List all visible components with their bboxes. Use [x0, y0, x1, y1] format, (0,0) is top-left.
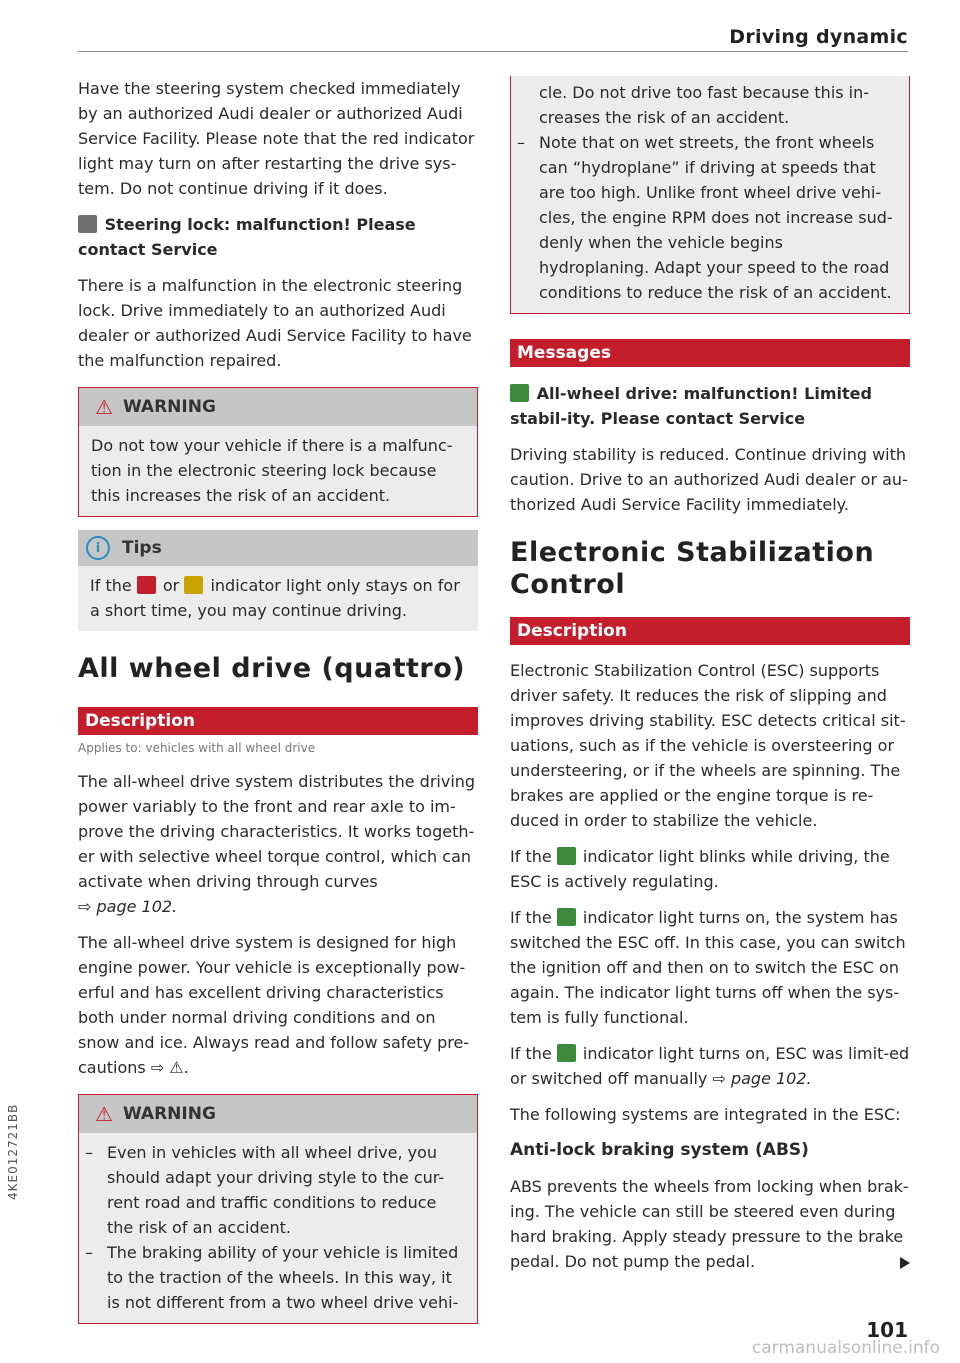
awd-paragraph-2: The all-wheel drive system is designed for high engine power. Your vehicle is exceptionally pow-erful and has excellent driving characteristics both under normal driving conditions and on snow and ice. Always read and follow safety pre-cautions ⇨ ⚠. [78, 933, 470, 1077]
esc-paragraph-1: Electronic Stabilization Control (ESC) supports driver safety. It reduces the risk of slipping and improves driving stability. ESC detects critical sit-uations, such as if the vehicle is oversteering or understeering, or if the wheels are spinning. The brakes are applied or the engine torque is re-duced in order to stabilize the vehicle. [510, 661, 906, 830]
page-link-102[interactable]: ⇨ page 102. [712, 1069, 812, 1088]
page-link-102[interactable]: ⇨ page 102. [78, 897, 178, 916]
left-column [78, 76, 478, 1324]
awd-message-heading: All-wheel drive: malfunction! Limited stabil-ity. Please contact Service [510, 384, 872, 428]
intro-paragraph: Have the steering system checked immediately by an authorized Audi dealer or authorized Audi Service Facility. Please note that the red indicator light may turn on after restarting the drive sys-tem. Do not continue driving if it does. [78, 79, 475, 198]
steering-lock-heading: Steering lock: malfunction! Please contact Service [78, 215, 416, 259]
right-column [510, 76, 910, 1274]
warning-list-item: – The braking ability of your vehicle is limited to the traction of the wheels. In this way, it is not different from a two wheel drive vehi- [81, 1240, 465, 1315]
esc-paragraph-3: If the indicator light turns on, the system has switched the ESC off. In this case, you can switch the ignition off and then on to switch the ESC on again. The indicator light turns off when the sys-tem is fully functional. [510, 908, 906, 1027]
watermark: carmanualsonline.info [751, 1338, 940, 1358]
esc-paragraph-2: If the indicator light blinks while driving, the ESC is actively regulating. [510, 847, 890, 891]
applies-to-note: Applies to: vehicles with all wheel drive [78, 741, 316, 755]
warning-list-item: – Even in vehicles with all wheel drive, you should adapt your driving style to the cur-rent road and traffic conditions to reduce the risk of an accident. [81, 1140, 465, 1240]
awd-paragraph-1: The all-wheel drive system distributes the driving power variably to the front and rear axle to im-prove the driving characteristics. It works togeth-er with selective wheel torque control, which can activate when driving through curves [78, 772, 476, 891]
header-divider [78, 51, 908, 52]
tips-box [78, 530, 478, 631]
warning-text: Do not tow your vehicle if there is a malfunc-tion in the electronic steering lock because this increases the risk of an accident. [91, 436, 453, 505]
warning-box-awd [78, 1094, 478, 1324]
document-code: 4KE012721BB [6, 1103, 20, 1200]
esc-off-indicator-icon [557, 908, 576, 926]
messages-bar: Messages [510, 339, 910, 367]
esc-limited-indicator-icon [557, 1044, 576, 1062]
description-bar: Description [510, 617, 910, 645]
tips-text: If the or indicator light only stays on for a short time, you may continue driving. [90, 576, 460, 620]
awd-section-title: All wheel drive (quattro) [78, 653, 466, 684]
yellow-steering-indicator-icon [184, 576, 203, 594]
warning-triangle-icon: ⚠ [95, 395, 113, 419]
warning-triangle-icon: ⚠ [95, 1102, 113, 1126]
awd-message-text: Driving stability is reduced. Continue driving with caution. Drive to an authorized Audi dealer or au-thorized Audi Service Facility immediately. [510, 445, 908, 514]
description-bar: Description [78, 707, 478, 735]
warning-box-continued [510, 76, 910, 314]
esc-section-title: Electronic Stabilization Control [510, 537, 875, 600]
awd-indicator-icon [510, 384, 529, 402]
info-icon: i [86, 536, 110, 560]
warning-list-item: – Note that on wet streets, the front wheels can “hydroplane” if driving at speeds that are too high. Unlike front wheel drive vehi-cles, the engine RPM does not increase sud-denly when the vehicle begins hydroplaning. Adapt your speed to the road conditions to reduce the risk of an accident. [513, 130, 897, 305]
steering-lock-text: There is a malfunction in the electronic steering lock. Drive immediately to an authorized Audi dealer or authorized Audi Service Facility to have the malfunction repaired. [78, 276, 472, 370]
warning-continued-text: cle. Do not drive too fast because this in-creases the risk of an accident. [539, 83, 870, 127]
warning-header: ⚠ WARNING [79, 1095, 477, 1133]
esc-paragraph-5: The following systems are integrated in the ESC: [510, 1105, 901, 1124]
section-header-title: Driving dynamic [729, 26, 908, 48]
warning-header: ⚠ WARNING [79, 388, 477, 426]
tips-header: i Tips [78, 530, 478, 566]
page-number: 101 [866, 1318, 908, 1342]
abs-heading: Anti-lock braking system (ABS) [510, 1140, 809, 1160]
steering-lock-indicator-icon [78, 215, 97, 233]
esc-paragraph-4: If the indicator light turns on, ESC was limit-ed or switched off manually ⇨ page 102. [510, 1044, 910, 1088]
red-steering-indicator-icon [137, 576, 156, 594]
esc-indicator-icon [557, 847, 576, 865]
abs-text: ABS prevents the wheels from locking when brak-ing. The vehicle can still be steered even during hard braking. Apply steady pressure to the brake pedal. Do not pump the pedal. [510, 1177, 909, 1271]
continue-arrow-icon [900, 1257, 910, 1269]
warning-box-steering [78, 387, 478, 517]
